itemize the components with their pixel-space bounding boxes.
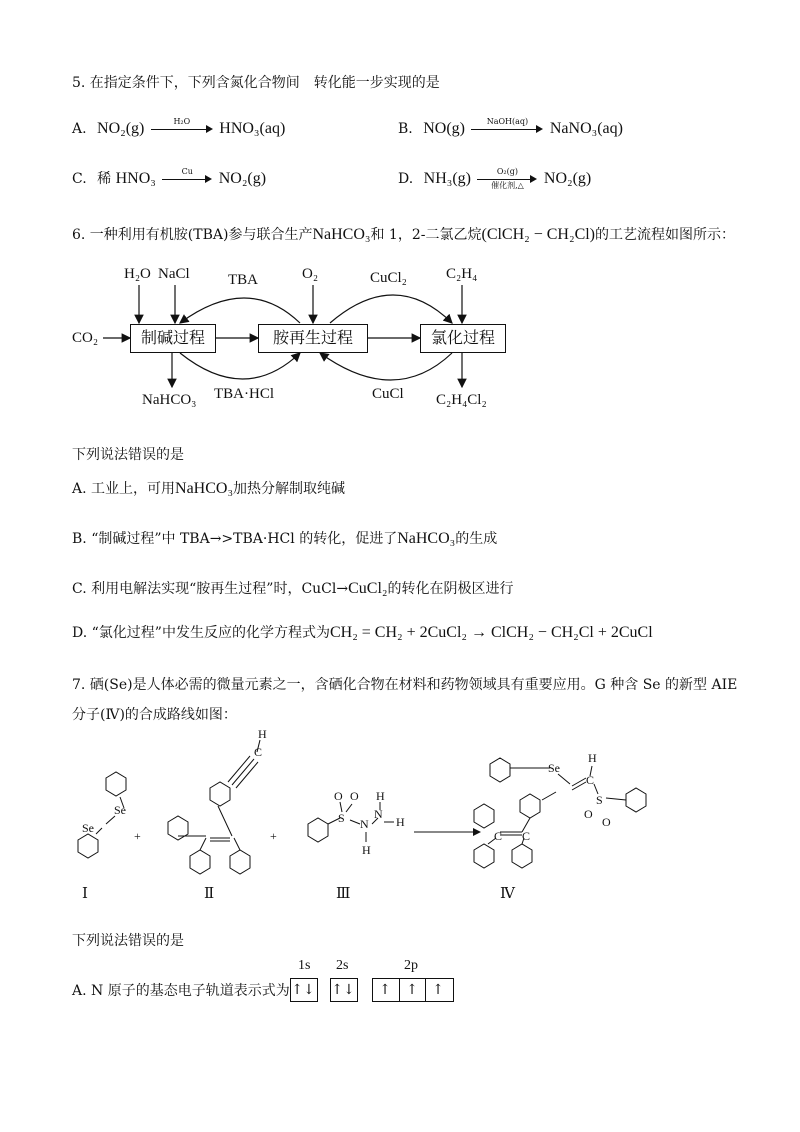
- atom-c: C: [522, 829, 531, 843]
- tbahcl-arc: [180, 353, 300, 379]
- orbital-box-2p: [372, 978, 454, 1002]
- q5-option-b[interactable]: [398, 118, 623, 140]
- product: NO₂(g): [543, 170, 592, 187]
- atom-o: O: [350, 789, 359, 803]
- q5-option-c[interactable]: [72, 168, 266, 190]
- compound-iv-structure: [474, 758, 646, 868]
- process-box-alkali: 制碱过程: [130, 324, 216, 353]
- label-nahco3-out: NaHCO₃: [142, 392, 197, 408]
- compound-ii-structure: [168, 740, 263, 874]
- electron-pair-icon: ↑↓: [291, 982, 315, 998]
- orbital-label-1s: 1s: [298, 958, 311, 973]
- option-letter: C.: [72, 171, 87, 187]
- electron-up-icon: ↑: [399, 979, 424, 1001]
- q5-option-a[interactable]: [72, 118, 285, 140]
- orbital-label-2p: 2p: [404, 958, 418, 973]
- atom-s: S: [338, 811, 345, 825]
- product: NaNO₃(aq): [549, 120, 623, 137]
- reaction-arrow-icon: Cu: [162, 171, 212, 187]
- product: HNO₃(aq): [219, 120, 286, 137]
- atom-h: H: [396, 815, 405, 829]
- label-cucl: CuCl: [372, 386, 404, 402]
- orbital-box-2s: [330, 978, 358, 1002]
- process-box-chlorination: 氯化过程: [420, 324, 506, 353]
- label-compound-iii: Ⅲ: [336, 886, 351, 902]
- plus-sign: +: [134, 829, 141, 843]
- q7-stem-line1: 7. 硒(Se)是人体必需的微量元素之一，含硒化合物在材料和药物领域具有重要应用。G 种含 Se 的新型 AIE: [72, 677, 738, 693]
- reaction-arrow-icon: O₂(g) 催化剂,△: [477, 171, 537, 187]
- cucl-arc: [320, 353, 452, 380]
- q7-question: 下列说法错误的是: [72, 933, 184, 949]
- reactant: NO(g): [423, 120, 465, 137]
- process-box-amine-regeneration: 胺再生过程: [258, 324, 368, 353]
- label-compound-iv: Ⅳ: [500, 886, 515, 902]
- atom-o: O: [584, 807, 593, 821]
- orbital-label-2s: 2s: [336, 958, 349, 973]
- atom-h: H: [376, 789, 385, 803]
- cucl2-arc: [330, 295, 452, 323]
- atom-c: C: [254, 745, 263, 759]
- label-tba: TBA: [228, 272, 258, 288]
- atom-se: Se: [114, 803, 126, 817]
- label-compound-i: Ⅰ: [82, 886, 88, 902]
- reaction-arrow-icon: NaOH(aq): [471, 121, 543, 137]
- product: NO₂(g): [218, 170, 267, 187]
- plus-sign: +: [270, 829, 277, 843]
- atom-se: Se: [548, 761, 560, 775]
- atom-c: C: [494, 829, 503, 843]
- q5-stem: 5. 在指定条件下，下列含氮化合物间 转化能一步实现的是: [72, 75, 440, 91]
- atom-c: C: [586, 773, 595, 787]
- q6-stem: 6. 一种利用有机胺(TBA)参与联合生产NaHCO₃和 1，2-二氯乙烷(ClCH₂ − CH₂Cl)的工艺流程如图所示：: [72, 226, 736, 243]
- label-tbahcl: TBA·HCl: [214, 386, 274, 402]
- atom-s: S: [596, 793, 603, 807]
- atom-o: O: [334, 789, 343, 803]
- atom-h: H: [258, 728, 267, 741]
- atom-se: Se: [82, 821, 94, 835]
- dilute-label: 稀: [97, 171, 112, 187]
- atom-h: H: [588, 751, 597, 765]
- q7-option-a[interactable]: A. N 原子的基态电子轨道表示式为: [72, 983, 290, 999]
- reactant: NH₃(g): [423, 170, 471, 187]
- label-c2h4: C₂H₄: [446, 266, 478, 282]
- reactant: HNO₃: [115, 170, 156, 187]
- q6-question: 下列说法错误的是: [72, 447, 184, 463]
- atom-h: H: [362, 843, 371, 857]
- tba-recycle-arc: [180, 298, 300, 323]
- q6-option-a[interactable]: A. 工业上，可用NaHCO₃加热分解制取纯碱: [72, 480, 346, 497]
- label-h2o: H₂O: [124, 266, 151, 282]
- label-co2: CO₂: [72, 330, 99, 346]
- label-cucl2: CuCl₂: [370, 270, 407, 286]
- option-letter: B.: [398, 121, 413, 137]
- atom-n: N: [374, 807, 383, 821]
- electron-up-icon: ↑: [425, 979, 450, 1001]
- reaction-arrow-icon: H₂O: [151, 121, 213, 137]
- atom-n: N: [360, 817, 369, 831]
- label-nacl: NaCl: [158, 266, 190, 282]
- orbital-box-1s: [290, 978, 318, 1002]
- option-letter: A.: [72, 121, 87, 137]
- atom-o: O: [602, 815, 611, 829]
- q6-option-d[interactable]: D. “氯化过程”中发生反应的化学方程式为CH₂ = CH₂ + 2CuCl₂ → ClCH₂ − CH₂Cl + 2CuCl: [72, 624, 653, 641]
- q6-option-c[interactable]: C. 利用电解法实现“胺再生过程”时，CuCl→CuCl₂的转化在阴极区进行: [72, 580, 514, 597]
- reactant: NO₂(g): [97, 120, 145, 137]
- option-letter: D.: [398, 171, 414, 187]
- synthesis-route-diagram: [60, 728, 700, 908]
- label-o2: O₂: [302, 266, 319, 282]
- q5-option-d[interactable]: [398, 168, 591, 190]
- label-compound-ii: Ⅱ: [204, 886, 215, 902]
- q6-option-b[interactable]: B. “制碱过程”中 TBA→>TBA·HCl 的转化，促进了NaHCO₃的生成: [72, 530, 498, 547]
- electron-up-icon: ↑: [379, 982, 391, 998]
- electron-pair-icon: ↑↓: [331, 982, 355, 998]
- label-c2h4cl2-out: C₂H₄Cl₂: [436, 392, 487, 408]
- q7-stem-line2: 分子(Ⅳ)的合成路线如图：: [72, 707, 237, 723]
